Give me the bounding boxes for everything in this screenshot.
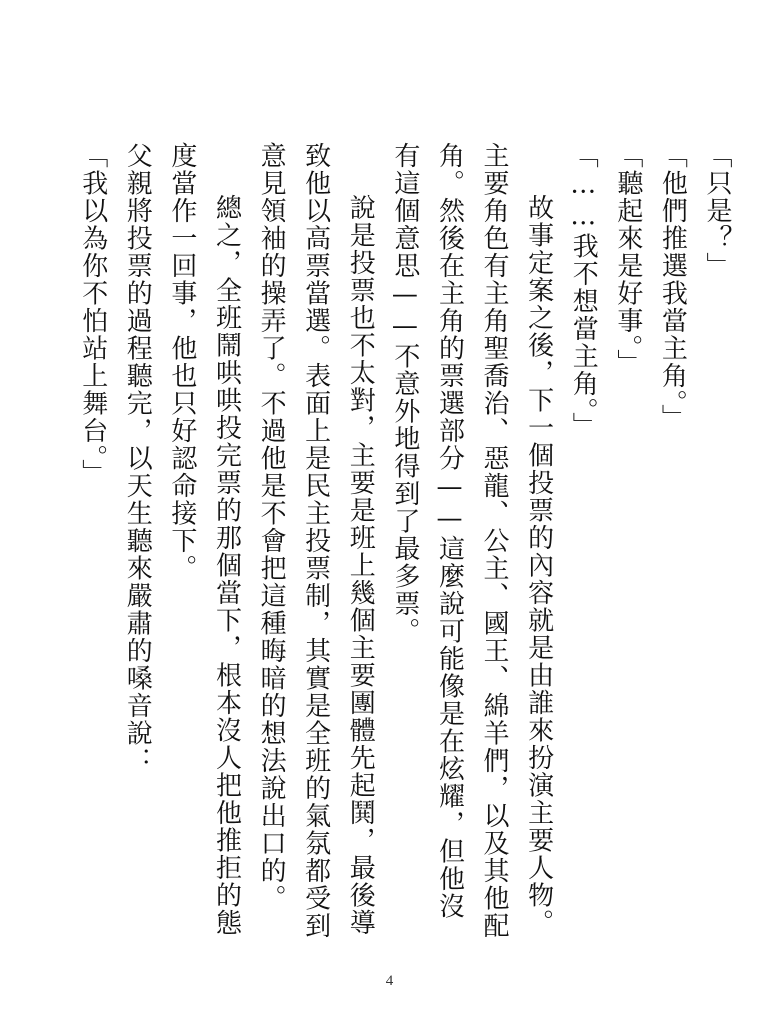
- dialogue-line: 「我以為你不怕站上舞台。」: [77, 142, 108, 487]
- vertical-text-body: [39, 142, 739, 942]
- narrative-paragraph: 父親將投票的過程聽完，以天生聽來嚴肅的嗓音說：: [122, 142, 153, 775]
- narrative-paragraph: 故事定案之後，下一個投票的內容就是由誰來扮演主要人物。主要角色有主角聖喬治、惡龍、公主、國王、綿羊們，以及其他配角。然後在主角的票選部分——這麼說可能像是在炫耀，但他沒有這個意思——不意外地得到了最多票。: [389, 142, 554, 940]
- dialogue-line: 「他們推選我當主角。」: [657, 142, 688, 432]
- narrative-paragraph: 總之，全班鬧哄哄投完票的那個當下，根本沒人把他推拒的態度當作一回事，他也只好認命接下。: [166, 142, 242, 937]
- narrative-paragraph: 說是投票也不太對，主要是班上幾個主要團體先起鬨，最後導致他以高票當選。表面上是民主投票制，其實是全班的氣氛都受到意見領袖的操弄了。不過他是不會把這種晦暗的想法說出口的。: [256, 142, 376, 940]
- dialogue-line: 「聽起來是好事。」: [612, 142, 643, 377]
- dialogue-line: 「……我不想當主角。」: [568, 142, 599, 440]
- page-number: 4: [385, 973, 394, 989]
- dialogue-line: 「只是？」: [702, 142, 732, 280]
